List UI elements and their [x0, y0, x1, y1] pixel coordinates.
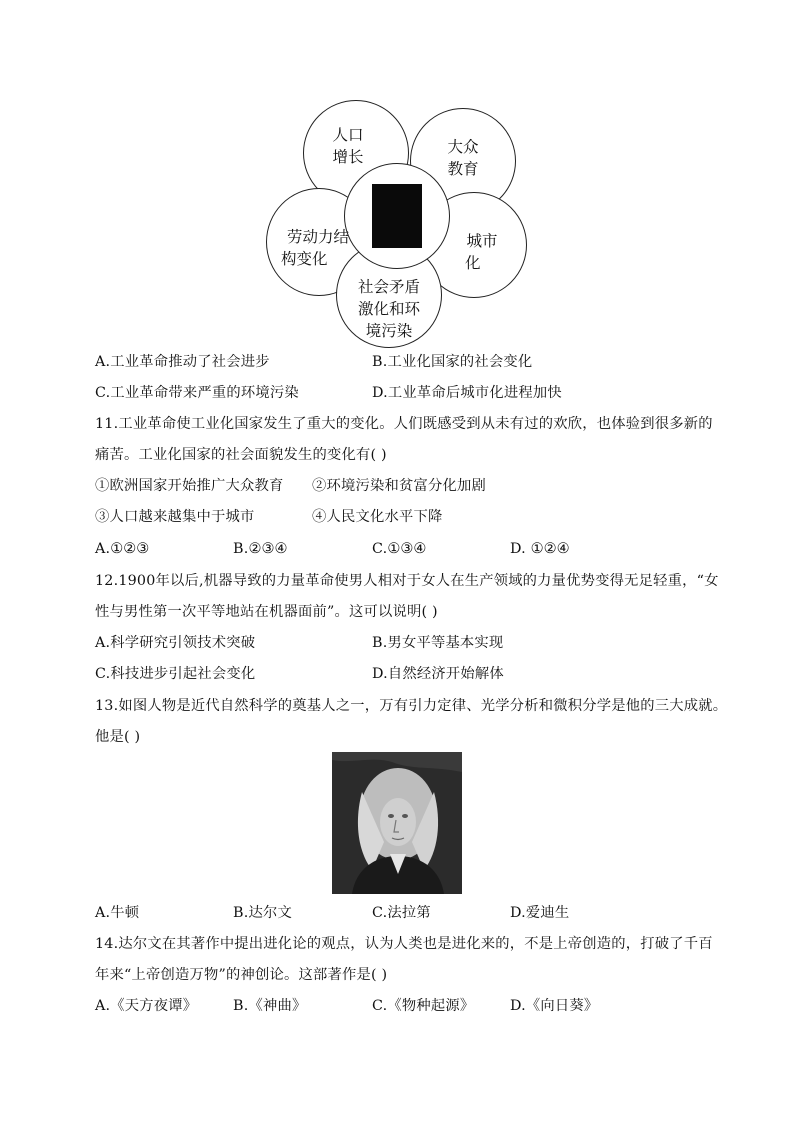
q14-option-c: C.《物种起源》 — [372, 998, 475, 1014]
petal-education-line-2: 教育 — [447, 160, 479, 178]
q12-option-d: D.自然经济开始解体 — [372, 666, 504, 682]
petal-labor-line-1: 劳动力结 — [286, 228, 349, 246]
q11-option-a: A.①②③ — [95, 541, 150, 557]
petal-population-label — [318, 124, 378, 168]
q12-stem-line2: 性与男性第一次平等地站在机器面前”。这可以说明( ) — [95, 604, 438, 620]
q12-option-b: B.男女平等基本实现 — [372, 635, 504, 651]
q11-item-1: ①欧洲国家开始推广大众教育 — [95, 478, 284, 494]
q14-option-d: D.《向日葵》 — [510, 998, 599, 1014]
q10-option-a: A.工业革命推动了社会进步 — [95, 354, 270, 370]
q11-item-3: ③人口越来越集中于城市 — [95, 509, 255, 525]
q11-option-b: B.②③④ — [233, 541, 288, 557]
q11-item-2: ②环境污染和贫富分化加剧 — [312, 478, 486, 494]
newton-portrait-image — [332, 752, 462, 894]
portrait-illustration — [332, 752, 462, 894]
q14-option-b: B.《神曲》 — [233, 998, 307, 1014]
petal-urbanization-line-2: 化 — [465, 254, 481, 272]
petal-urbanization-label — [453, 230, 511, 274]
petal-social-line-1: 社会矛盾 — [357, 278, 420, 296]
petal-urbanization-line-1: 城市 — [466, 232, 498, 250]
q11-option-d: D. ①②④ — [510, 541, 570, 557]
q13-option-c: C.法拉第 — [372, 905, 431, 921]
q11-stem-line2: 痛苦。工业化国家的社会面貌发生的变化有( ) — [95, 447, 387, 463]
q10-option-b: B.工业化国家的社会变化 — [372, 354, 533, 370]
q10-option-d: D.工业革命后城市化进程加快 — [372, 385, 562, 401]
q13-option-a: A.牛顿 — [95, 905, 140, 921]
petal-social-line-2: 激化和环 — [357, 300, 420, 318]
q12-option-a: A.科学研究引领技术突破 — [95, 635, 256, 651]
petal-population-line-2: 增长 — [332, 148, 364, 166]
petal-labor-label — [277, 226, 359, 270]
hidden-center-block — [372, 184, 422, 248]
q13-stem-line1: 13.如图人物是近代自然科学的奠基人之一，万有引力定律、光学分析和微积分学是他的三大成就。 — [95, 698, 728, 714]
petal-social-line-3: 境污染 — [365, 322, 413, 340]
petal-education-line-1: 大众 — [447, 138, 479, 156]
flower-diagram — [0, 0, 794, 360]
petal-social-label — [348, 276, 430, 342]
q14-stem-line1: 14.达尔文在其著作中提出进化论的观点，认为人类也是进化来的，不是上帝创造的，打破了千百 — [95, 936, 713, 952]
q13-stem-line2: 他是( ) — [95, 729, 141, 745]
q11-stem-line1: 11.工业革命使工业化国家发生了重大的变化。人们既感受到从未有过的欢欣，也体验到很多新的 — [95, 416, 713, 432]
petal-population-line-1: 人口 — [332, 126, 364, 144]
q14-option-a: A.《天方夜谭》 — [95, 998, 198, 1014]
q12-option-c: C.科技进步引起社会变化 — [95, 666, 256, 682]
q14-stem-line2: 年来“上帝创造万物”的神创论。这部著作是( ) — [95, 967, 388, 983]
petal-education-label — [433, 136, 493, 180]
q12-stem-line1: 12.1900年以后,机器导致的力量革命使男人相对于女人在生产领域的力量优势变得无足轻重，“女 — [95, 573, 719, 589]
q13-option-d: D.爱迪生 — [510, 905, 570, 921]
petal-labor-line-2: 构变化 — [281, 250, 328, 268]
q11-option-c: C.①③④ — [372, 541, 427, 557]
q11-item-4: ④人民文化水平下降 — [312, 509, 443, 525]
q10-option-c: C.工业革命带来严重的环境污染 — [95, 385, 299, 401]
q13-option-b: B.达尔文 — [233, 905, 292, 921]
